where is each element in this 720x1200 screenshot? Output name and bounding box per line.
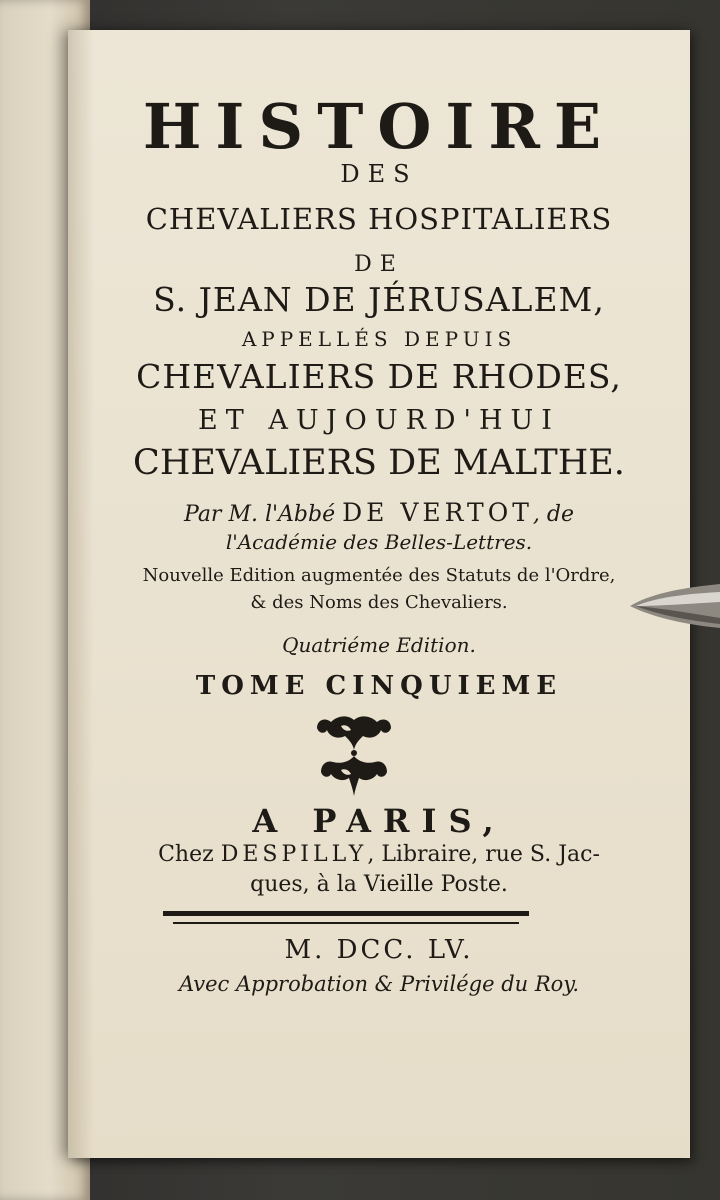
title-de: DE: [354, 252, 404, 277]
edition-quatrieme: Quatriéme Edition.: [282, 633, 476, 657]
title-aujourdhui: ET AUJOURD'HUI: [198, 405, 560, 436]
publication-date: M. DCC. LV.: [284, 935, 474, 965]
title-page: [68, 30, 690, 1158]
letter-opener-icon: [630, 582, 720, 634]
title-chevaliers-hospitaliers: CHEVALIERS HOSPITALIERS: [145, 202, 613, 236]
thin-rule: [173, 922, 519, 924]
title-appelles-depuis: APPELLÉS DEPUIS: [241, 327, 517, 351]
edition-line-1: Nouvelle Edition augmentée des Statuts de l'Ordre,: [142, 565, 616, 586]
title-des: DES: [340, 160, 418, 188]
title-chevaliers-malthe: CHEVALIERS DE MALTHE.: [133, 443, 625, 483]
edition-line-2: & des Noms des Chevaliers.: [250, 592, 508, 613]
author-academie: l'Académie des Belles-Lettres.: [225, 530, 533, 554]
author-line: [68, 498, 690, 527]
royal-privilege: Avec Approbation & Privilége du Roy.: [178, 972, 580, 996]
author-prefix: Par M. l'Abbé: [184, 502, 336, 527]
imprint-printer-name: DESPILLY: [220, 842, 368, 867]
title-saint-jean: S. JEAN DE JÉRUSALEM,: [153, 280, 605, 319]
imprint-printer-line: [68, 842, 690, 867]
title-main: HISTOIRE: [142, 90, 616, 163]
imprint-address: , Libraire, rue S. Jac-: [367, 842, 600, 867]
author-name: DE VERTOT: [342, 498, 533, 527]
imprint-address-line-2: ques, à la Vieille Poste.: [250, 872, 508, 897]
fleuron-ornament-icon: [311, 714, 397, 798]
imprint-city: A PARIS,: [252, 802, 506, 840]
author-suffix: , de: [532, 502, 574, 527]
tome-label: TOME CINQUIEME: [195, 671, 563, 701]
thick-rule: [163, 911, 529, 916]
title-chevaliers-rhodes: CHEVALIERS DE RHODES,: [136, 357, 622, 396]
imprint-chez: Chez: [158, 842, 214, 867]
